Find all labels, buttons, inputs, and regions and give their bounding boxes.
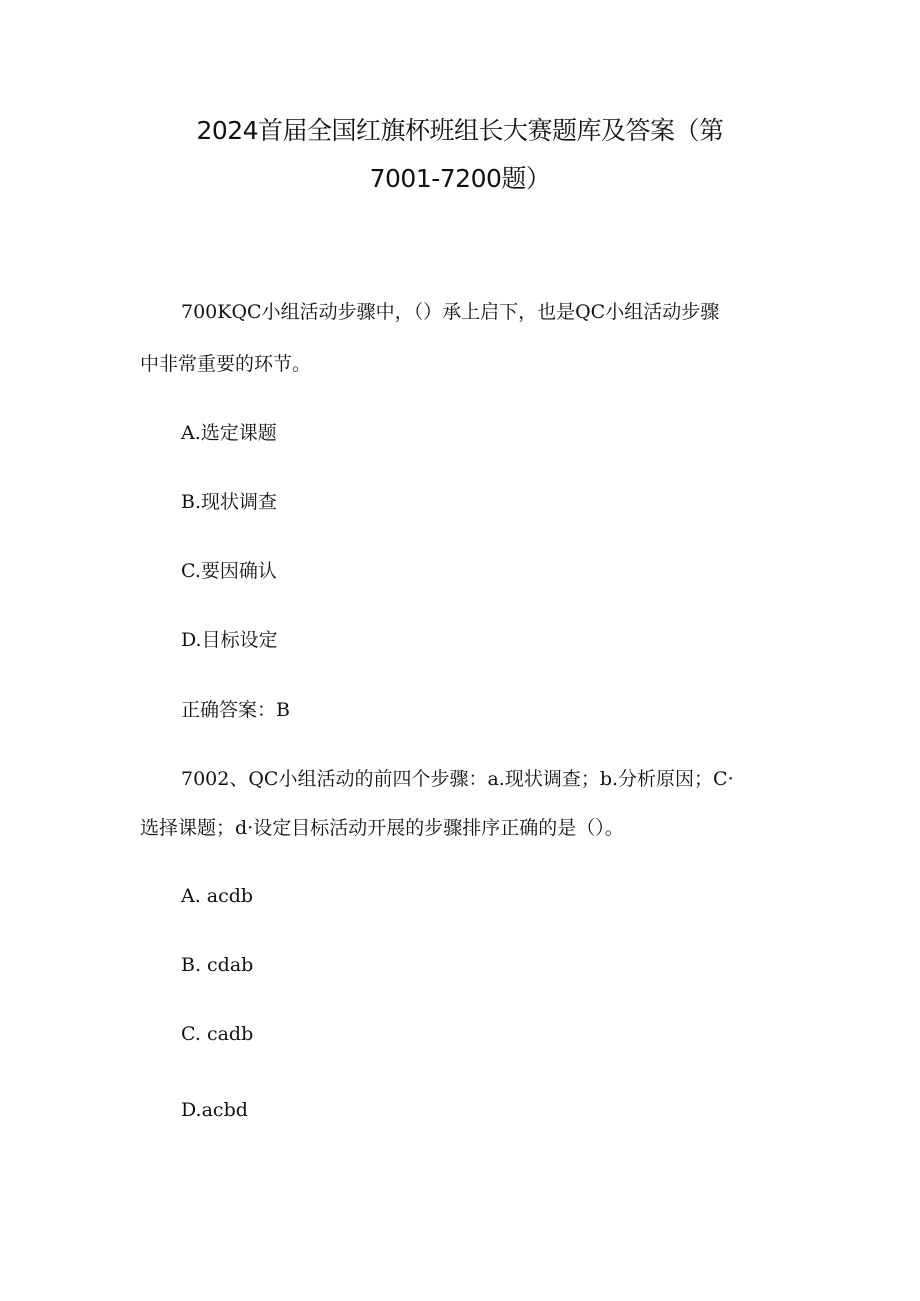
question-7002-stem-line-2: 选择课题；d·设定目标活动开展的步骤排序正确的是（）。 (140, 817, 624, 839)
question-7002-option-c: C. cadb (181, 1023, 254, 1045)
question-7002-option-b: B. cdab (181, 954, 254, 976)
document-title-line-2: 7001-7200题） (369, 164, 551, 193)
question-7001-option-c: C.要因确认 (181, 560, 277, 582)
question-7002-option-a: A. acdb (181, 885, 254, 907)
question-7002-option-d: D.acbd (181, 1099, 248, 1121)
question-7001-option-b: B.现状调查 (181, 491, 278, 513)
document-title-line-1: 2024首届全国红旗杯班组长大赛题库及答案（第 (196, 116, 724, 145)
question-7001-stem-line-2: 中非常重要的环节。 (140, 353, 312, 375)
question-7002-stem-line-1: 7002、QC小组活动的前四个步骤：a.现状调查；b.分析原因；C· (181, 768, 734, 790)
question-7001-option-d: D.目标设定 (181, 629, 278, 651)
question-7001-answer: 正确答案：B (181, 699, 290, 721)
question-7001-option-a: A.选定课题 (181, 422, 277, 444)
question-7001-stem-line-1: 700KQC小组活动步骤中，（）承上启下，也是QC小组活动步骤 (181, 301, 720, 323)
